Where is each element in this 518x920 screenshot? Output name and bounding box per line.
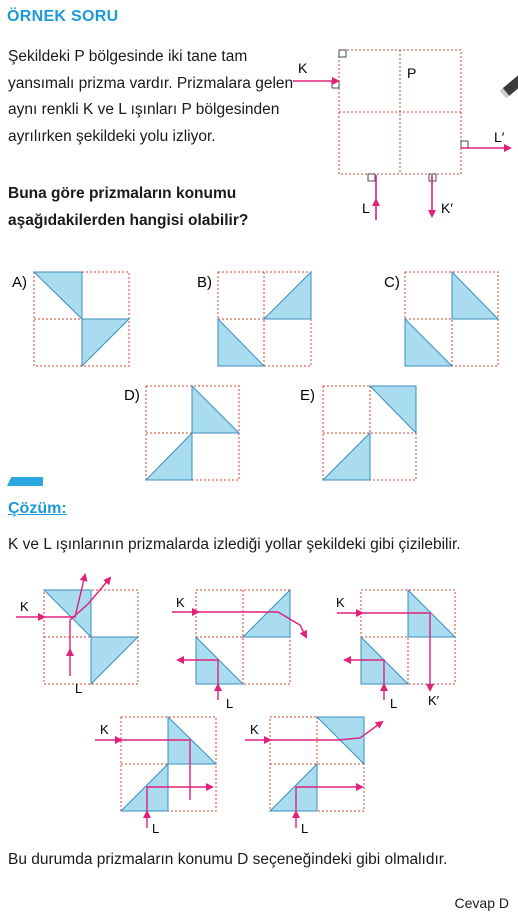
label-l: L — [362, 200, 370, 216]
option-c-figure — [405, 272, 498, 366]
s4-label-k: K — [100, 722, 109, 737]
question-ask: Buna göre prizmaların konumu aşağıdakilerden hangisi olabilir? — [8, 185, 249, 229]
option-a-figure — [34, 272, 129, 366]
question-text: Şekildeki P bölgesinde iki tane tam yansımalı prizma vardır. Prizmalara gelen aynı renkli K ve L ışınları P bölgesinden ayrılırken şekildeki yolu izliyor. — [8, 48, 294, 145]
example-title: ÖRNEK SORU — [7, 8, 119, 25]
option-b-figure — [218, 272, 311, 366]
question-rays — [293, 81, 510, 220]
s2-label-l: L — [226, 696, 234, 711]
solution-heading: Çözüm: — [8, 500, 67, 517]
solution-a-figure — [16, 575, 138, 696]
s1-label-l: L — [75, 681, 83, 696]
s5-label-l: L — [301, 821, 309, 836]
label-k: K — [298, 60, 308, 76]
s4-label-l: L — [152, 821, 160, 836]
solution-accent-bar — [7, 477, 43, 486]
label-k-out: K′ — [441, 200, 453, 216]
solution-d-figure — [95, 717, 216, 836]
option-d-figure — [146, 386, 239, 480]
solution-b-figure — [172, 590, 306, 711]
s1-label-k: K — [20, 599, 29, 614]
s3-label-k: K — [336, 595, 345, 610]
option-e-label[interactable]: E) — [300, 387, 315, 404]
option-b-label[interactable]: B) — [197, 274, 212, 291]
option-a-label[interactable]: A) — [12, 274, 27, 291]
label-p: P — [407, 65, 417, 81]
answer-text: Cevap D — [454, 895, 509, 911]
solution-e-figure — [245, 717, 382, 836]
label-l-out: L′ — [494, 129, 505, 145]
solution-conclusion: Bu durumda prizmaların konumu D seçeneğindeki gibi olmalıdır. — [8, 851, 448, 868]
s3-label-k-out: K′ — [428, 693, 440, 708]
option-e-figure — [323, 386, 416, 480]
s5-label-k: K — [250, 722, 259, 737]
s2-label-k: K — [176, 595, 185, 610]
s3-label-l: L — [390, 696, 398, 711]
pencil-icon — [500, 75, 518, 98]
option-d-label[interactable]: D) — [124, 387, 140, 404]
solution-c-figure — [336, 590, 455, 711]
solution-intro: K ve L ışınlarının prizmalarda izlediği yollar şekildeki gibi çizilebilir. — [8, 536, 461, 553]
option-c-label[interactable]: C) — [384, 274, 400, 291]
p-region-grid — [339, 50, 461, 174]
